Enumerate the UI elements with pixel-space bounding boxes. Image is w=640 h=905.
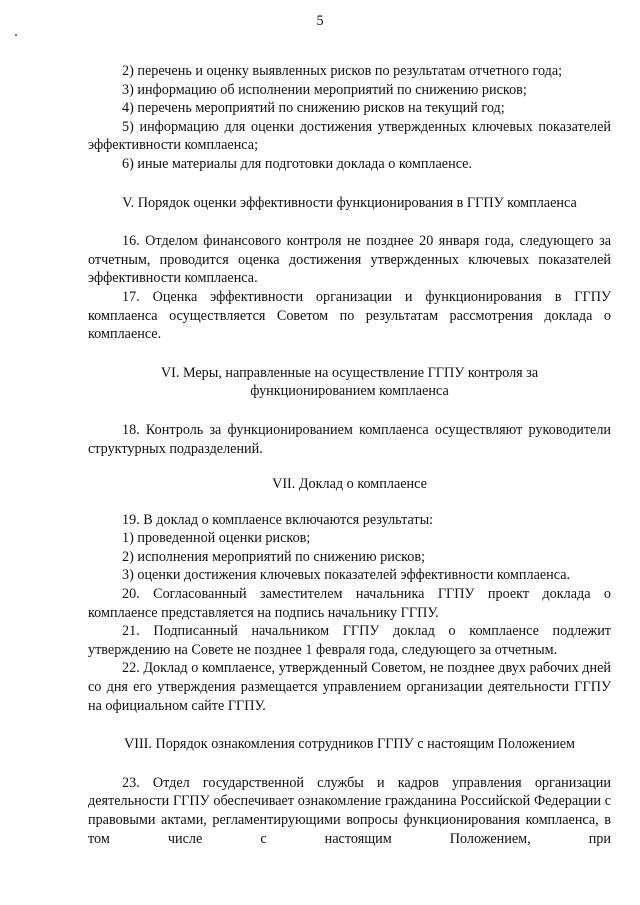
spacer: [88, 458, 611, 475]
spacer: [88, 754, 611, 774]
section-heading: V. Порядок оценки эффективности функционирования в ГГПУ комплаенса: [122, 194, 577, 211]
page-number: 5: [316, 13, 324, 29]
paragraph: 22. Доклад о комплаенсе, утвержденный Советом, не позднее двух рабочих дней со дня его утверждения размещается управлением организации деятельности ГГПУ на официальном сайте ГГПУ.: [88, 660, 611, 714]
spacer: [88, 715, 611, 735]
paragraph: 4) перечень мероприятий по снижению рисков на текущий год;: [122, 100, 505, 117]
paragraph: 23. Отдел государственной службы и кадров управления организации деятельности ГГПУ обеспечивает ознакомление гражданина Российской Федерации с правовыми актами, регламентирующими вопросы функционирования комплаенса, в том числе с настоящим Положением, при: [88, 774, 611, 847]
paragraph: 6) иные материалы для подготовки доклада о комплаенсе.: [122, 155, 473, 172]
paragraph: 20. Согласованный заместителем начальника ГГПУ проект доклада о комплаенсе представляется на подпись начальнику ГГПУ.: [88, 586, 611, 621]
paragraph: 18. Контроль за функционированием комплаенса осуществляют руководители структурных подразделений.: [88, 421, 611, 457]
section-heading: VI. Меры, направленные на осуществление ГГПУ контроля за функционированием комплаенса: [160, 364, 539, 400]
paragraph: 3) информацию об исполнении мероприятий по снижению рисков;: [122, 81, 527, 98]
paragraph: 19. В доклад о комплаенсе включаются результаты:: [122, 511, 434, 528]
spacer: [88, 174, 611, 194]
paragraph: 16. Отделом финансового контроля не позднее 20 января года, следующего за отчетным, проводится оценка достижения утвержденных ключевых показателей эффективности комплаенса.: [88, 233, 611, 287]
spacer: [88, 494, 611, 511]
paragraph: 2) перечень и оценку выявленных рисков по результатам отчетного года;: [122, 63, 563, 79]
spacer: [88, 401, 611, 421]
document-body: [88, 62, 611, 848]
paragraph: 2) исполнения мероприятий по снижению рисков;: [122, 548, 426, 565]
paragraph: 5) информацию для оценки достижения утвержденных ключевых показателей эффективности комплаенса;: [88, 118, 611, 154]
paragraph: 21. Подписанный начальником ГГПУ доклад о комплаенсе подлежит утверждению на Совете не позднее 1 февраля года, следующего за отчетным.: [88, 623, 611, 658]
section-heading: VIII. Порядок ознакомления сотрудников ГГПУ с настоящим Положением: [123, 736, 576, 753]
spacer: [88, 212, 611, 232]
scan-dot: [15, 34, 17, 36]
section-heading: VII. Доклад о комплаенсе: [272, 476, 427, 493]
paragraph: 3) оценки достижения ключевых показателей эффективности комплаенса.: [122, 567, 571, 584]
spacer: [88, 344, 611, 364]
paragraph: 1) проведенной оценки рисков;: [122, 530, 311, 547]
paragraph: 17. Оценка эффективности организации и функционирования в ГГПУ комплаенса осуществляется Советом по результатам рассмотрения доклада о комплаенсе.: [88, 288, 611, 343]
